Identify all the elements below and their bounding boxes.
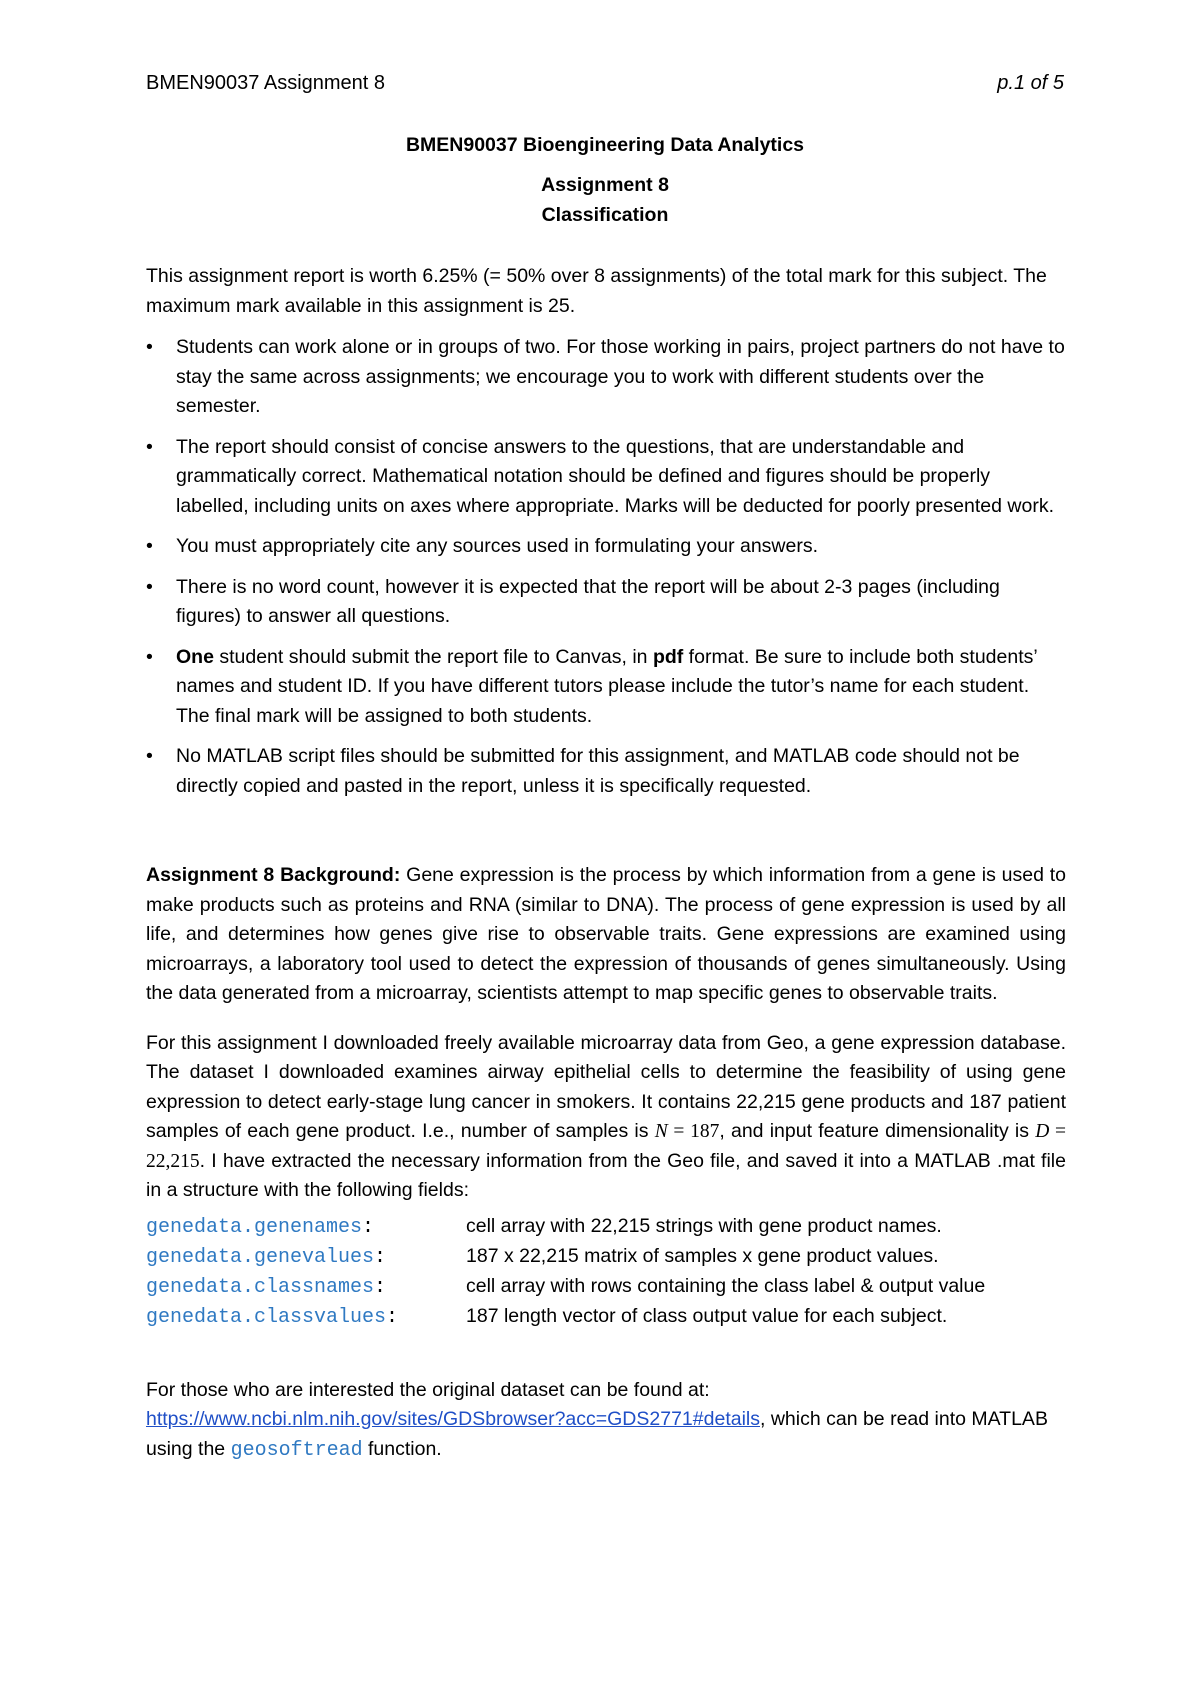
list-item-text-part: student should submit the report file to Canvas, in [213, 645, 653, 668]
d-symbol: D [1035, 1121, 1050, 1142]
field-row [146, 1212, 1066, 1242]
fields-table [146, 1212, 1066, 1332]
dataset-text: . I have extracted the necessary information from the Geo file, and saved it into a MATLAB .mat file in a structure with the following fields: [146, 1149, 1066, 1201]
dataset-link[interactable]: https://www.ncbi.nlm.nih.gov/sites/GDSbrowser?acc=GDS2771#details [146, 1408, 760, 1430]
subject-title: BMEN90037 Bioengineering Data Analytics [405, 134, 805, 156]
dataset-paragraph [146, 1029, 1066, 1206]
list-item [146, 742, 1066, 801]
header-course-label: BMEN90037 Assignment 8 [146, 72, 386, 94]
list-item-text-part: format. Be sure to include both students’ names and student ID. If you have different tutors please include the tutor’s name for each student. The final mark will be assigned to both students. [176, 645, 1037, 727]
dataset-text: , and input feature dimensionality is [719, 1120, 1036, 1142]
list-item-text [176, 646, 1037, 727]
page-header [146, 72, 1064, 100]
bullet-icon: • [146, 535, 153, 557]
field-description: 187 x 22,215 matrix of samples x gene product values. [466, 1244, 939, 1267]
field-description: cell array with 22,215 strings with gene product names. [466, 1214, 942, 1237]
header-page-number: p.1 of 5 [997, 72, 1064, 94]
emphasis-pdf: pdf [652, 645, 684, 668]
emphasis-one: One [176, 645, 214, 668]
list-item-text: No MATLAB script files should be submitted for this assignment, and MATLAB code should not be directly copied and pasted in the report, unless it is specifically requested. [176, 745, 1020, 797]
field-name-text: genedata.genenames [146, 1215, 363, 1239]
field-description: 187 length vector of class output value for each subject. [466, 1304, 948, 1327]
list-item [146, 643, 1066, 732]
field-name-text: genedata.classvalues [146, 1305, 387, 1329]
bullet-icon: • [146, 645, 153, 668]
instructions-list [146, 333, 1066, 801]
dataset-text: For this assignment I downloaded freely available microarray data from Geo, a gene expression database. The dataset I downloaded examines airway epithelial cells to determine the feasibility of using gene expression to detect early-stage lung cancer in smokers. It contains 22,215 gene products and 187 patient samples of each gene product. I.e., number of samples is [146, 1031, 1066, 1142]
field-name: genedata.genenames: [146, 1215, 375, 1239]
source-text-end: function. [362, 1437, 442, 1460]
n-symbol: N [654, 1121, 668, 1142]
field-name: genedata.classvalues: [146, 1305, 399, 1329]
background-text: Gene expression is the process by which information from a gene is used to make products such as proteins and RNA (similar to DNA). The process of gene expression is used by all life, and determines how genes give rise to observable traits. Gene expressions are examined using microarrays, a laboratory tool used to detect the expression of thousands of genes simultaneously. Using the data generated from a microarray, scientists attempt to map specific genes to observable traits. [146, 864, 1066, 1004]
intro-paragraph: This assignment report is worth 6.25% (= 50% over 8 assignments) of the total mark for this subject. The maximum mark available in this assignment is 25. [146, 265, 1047, 317]
bullet-icon: • [146, 575, 153, 598]
bullet-icon: • [146, 435, 153, 458]
field-name: genedata.genevalues: [146, 1245, 387, 1269]
field-description: cell array with rows containing the class label & output value [466, 1274, 986, 1297]
list-item-text: The report should consist of concise answers to the questions, that are understandable and grammatically correct. Mathematical notation should be defined and figures should be properly labelled, including units on axes where appropriate. Marks will be deducted for poorly presented work. [176, 435, 1054, 517]
source-paragraph [146, 1405, 1066, 1465]
source-text: , which can be read into MATLAB using the [146, 1408, 1048, 1460]
list-item [146, 433, 1066, 522]
field-name-text: genedata.classnames [146, 1275, 375, 1299]
bullet-icon: • [146, 745, 153, 767]
background-paragraph [146, 861, 1066, 1009]
list-item [146, 532, 1066, 562]
d-equation: = 22,215 [146, 1121, 1066, 1172]
n-equation: = 187 [667, 1121, 720, 1142]
assignment-topic: Classification [541, 204, 669, 226]
list-item-text: Students can work alone or in groups of two. For those working in pairs, project partners do not have to stay the same across assignments; we encourage you to work with different students over the semester. [176, 336, 1065, 417]
function-name: geosoftread [230, 1438, 363, 1462]
field-row [146, 1272, 1066, 1302]
assignment-title: Assignment 8 [541, 174, 669, 196]
list-item-text: You must appropriately cite any sources used in formulating your answers. [176, 535, 819, 557]
list-item-text: There is no word count, however it is expected that the report will be about 2-3 pages (including figures) to answer all questions. [176, 575, 1000, 627]
title-block [146, 134, 1064, 234]
list-item [146, 333, 1066, 422]
field-row [146, 1302, 1066, 1332]
background-label: Assignment 8 Background: [146, 864, 401, 886]
field-name-text: genedata.genevalues [146, 1245, 375, 1269]
source-intro: For those who are interested the original dataset can be found at: [146, 1378, 710, 1401]
bullet-icon: • [146, 336, 153, 358]
document-body [146, 262, 1066, 1465]
list-item [146, 573, 1066, 632]
field-row [146, 1242, 1066, 1272]
field-name: genedata.classnames: [146, 1275, 387, 1299]
